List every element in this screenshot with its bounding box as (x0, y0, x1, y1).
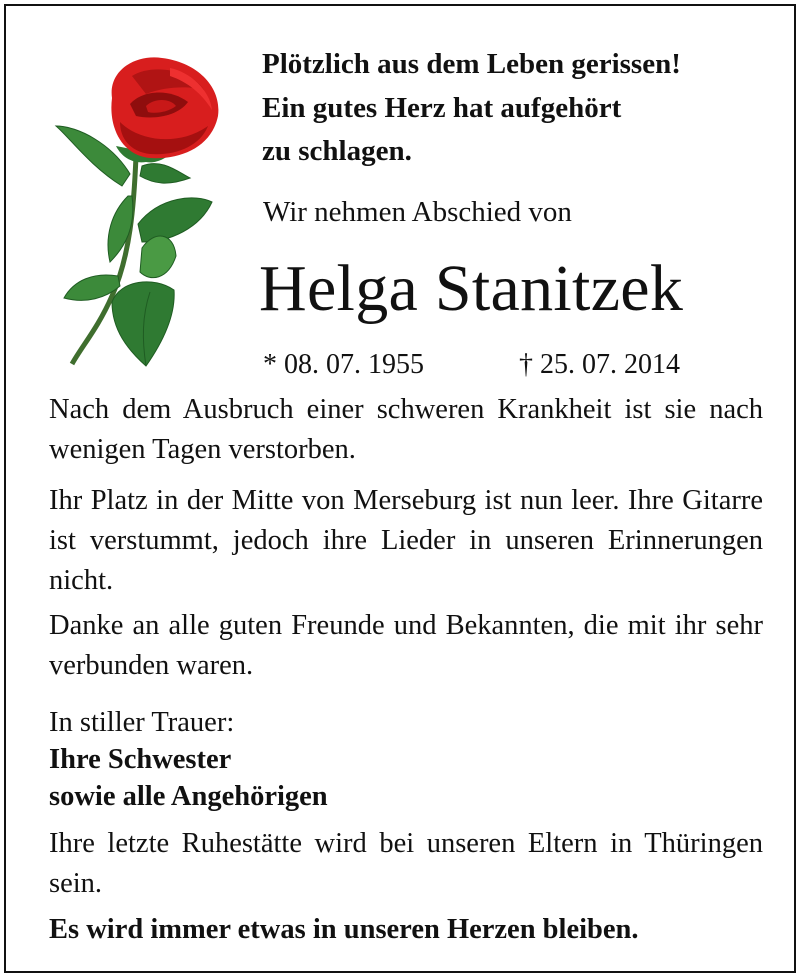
farewell-intro: Wir nehmen Abschied von (263, 196, 572, 228)
paragraph-thanks: Danke an alle guten Freunde und Bekannten, die mit ihr sehr verbunden waren. (49, 610, 763, 681)
mourners-relatives: sowie alle Angehörigen (49, 781, 328, 812)
mourners-sister: Ihre Schwester (49, 744, 232, 775)
paragraph-merseburg: Ihr Platz in der Mitte von Merseburg ist nun leer. Ihre Gitarre ist verstummt, jedoch ihre Lieder in unseren Erinnerungen nicht. (49, 485, 763, 596)
mourners-intro: In stiller Trauer: (49, 707, 235, 738)
rose-icon (50, 46, 246, 376)
deceased-name: Helga Stanitzek (259, 252, 684, 325)
paragraph-illness: Nach dem Ausbruch einer schweren Krankheit ist sie nach wenigen Tagen verstorben. (49, 394, 763, 465)
obituary-frame (4, 4, 796, 973)
closing-line: Es wird immer etwas in unseren Herzen bleiben. (49, 914, 639, 945)
headline-line-3: zu schlagen. (262, 135, 412, 167)
headline-line-1: Plötzlich aus dem Leben gerissen! (262, 48, 681, 80)
death-date: † 25. 07. 2014 (519, 349, 680, 380)
resting-place-text: Ihre letzte Ruhestätte wird bei unseren Eltern in Thüringen sein. (49, 828, 763, 899)
headline-line-2: Ein gutes Herz hat aufgehört (262, 92, 622, 124)
birth-date: * 08. 07. 1955 (263, 349, 424, 380)
